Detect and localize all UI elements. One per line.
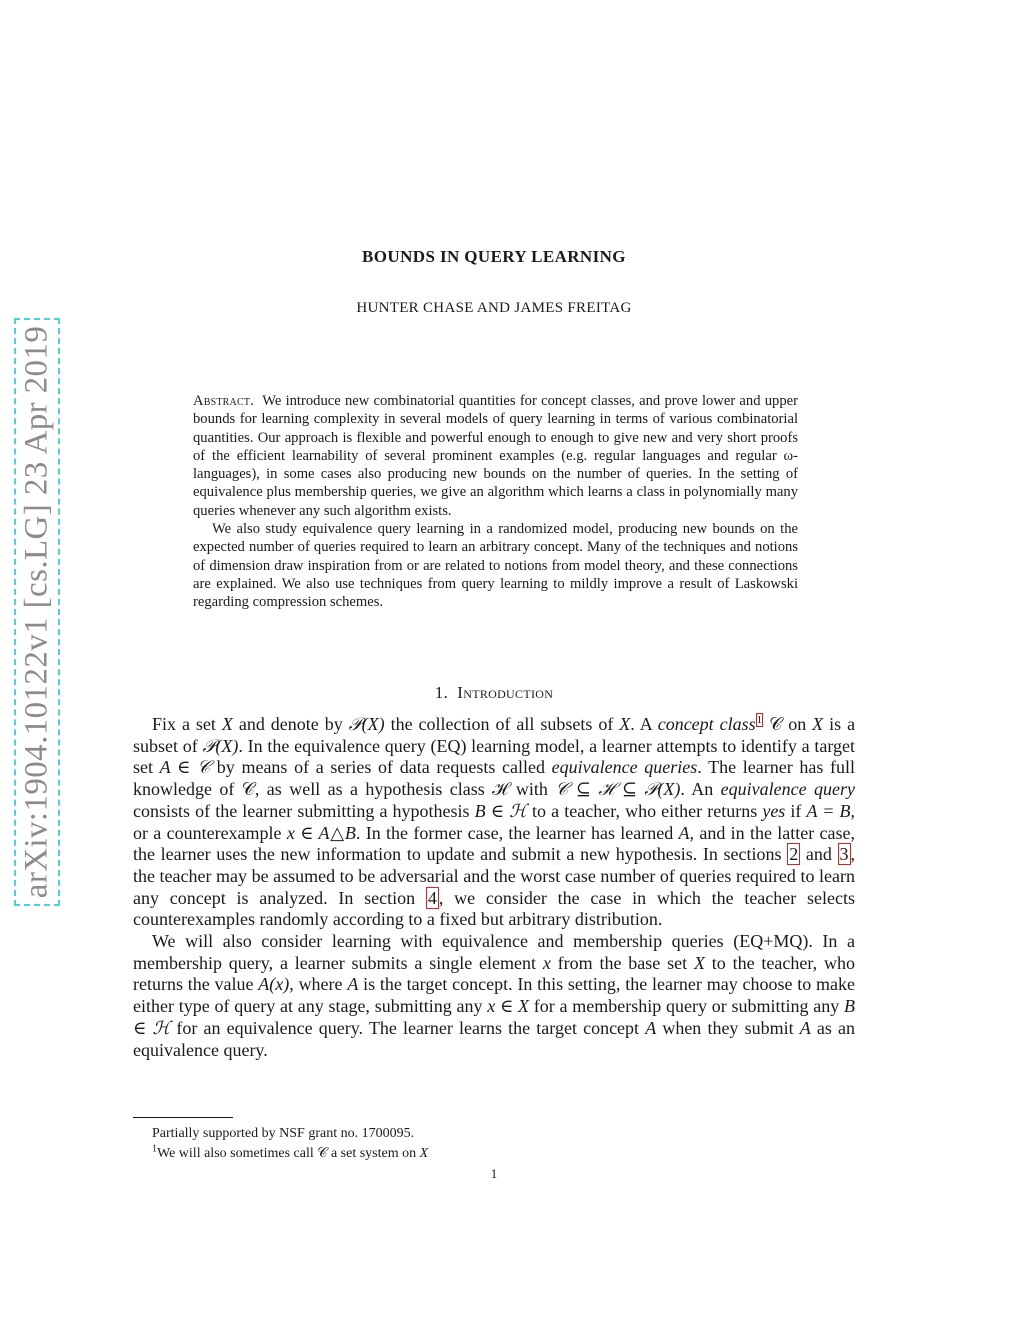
abstract: [193, 392, 798, 612]
concept-class-term: concept class: [657, 714, 756, 734]
abstract-paragraph-1: [193, 392, 798, 520]
paper-title: BOUNDS IN QUERY LEARNING: [362, 247, 626, 266]
section-number: 1.: [434, 683, 449, 702]
section-title: Introduction: [457, 683, 554, 702]
page-number: 1: [490, 1166, 498, 1181]
footnotes: [133, 1124, 833, 1164]
footnote-support: Partially supported by NSF grant no. 1700095.: [152, 1126, 415, 1141]
section-heading: [0, 683, 988, 703]
section-link-3[interactable]: 3: [839, 844, 849, 865]
abstract-paragraph-2: We also study equivalence query learning in a randomized model, producing new bounds on the expected number of queries required to learn an arbitrary concept. Many of the techniques and notions of dimension draw inspiration from or are related to notions from model theory, and these connections are explained. We also use techniques from query learning to mildly improve a result of Laskowski regarding compression schemes.: [193, 521, 798, 611]
abstract-text-1: We introduce new combinatorial quantities for concept classes, and prove lower and upper bounds for learning complexity in several models of query learning in terms of various combinatorial quantities. Our approach is flexible and powerful enough to enough to give new and very short proofs of the efficient learnability of several prominent examples (e.g. regular languages and regular ω-languages), in some cases also producing new bounds on the number of queries. In the setting of equivalence plus membership queries, we give an algorithm which learns a class in polynomially many queries whenever any such algorithm exists.: [193, 393, 798, 519]
arxiv-stamp[interactable]: [14, 318, 60, 906]
footnote-link-1[interactable]: 1: [756, 714, 763, 726]
section-link-2[interactable]: 2: [789, 844, 799, 865]
arxiv-id: arXiv:1904.10122v1 [cs.LG] 23 Apr 2019: [18, 325, 55, 899]
section-link-4[interactable]: 4: [427, 887, 437, 908]
footnote-1-mark: 1: [152, 1143, 157, 1155]
footnote-1: $^1$We will also sometimes call 𝒞 a set system on X: [152, 1143, 429, 1161]
abstract-heading: Abstract.: [193, 393, 254, 409]
footnote-rule: [133, 1117, 233, 1118]
paper-authors: HUNTER CHASE AND JAMES FREITAG: [356, 300, 632, 316]
intro-paragraph-1: Fix a set X and denote by 𝒫(X) the collection of all subsets of X. A concept class$^1$ 𝒞 on X is a subset of 𝒫(X). In the equivalence query (EQ) learning model, a learner attempts to identify a target set A ∈ 𝒞 by means of a series of data requests called equivalence queries. The learner has full knowledge of 𝒞, as well as a hypothesis class ℋ with 𝒞 ⊆ ℋ ⊆ 𝒫(X). An equivalence query consists of the learner submitting a hypothesis B ∈ ℋ to a teacher, who either returns yes if A = B, or a counterexample x ∈ A△B. In the former case, the learner has learned A, and in the latter case, the learner uses the new information to update and submit a new hypothesis. In sections 2 and 3 , the teacher may be assumed to be adversarial and the worst case number of queries required to learn any concept is analyzed. In section 4 , we consider the case in which the teacher selects counterexamples randomly according to a fixed but arbitrary distribution.: [133, 714, 856, 930]
intro-paragraph-2: We will also consider learning with equivalence and membership queries (EQ+MQ). In a membership query, a learner submits a single element x from the base set X to the teacher, who returns the value A(x), where A is the target concept. In this setting, the learner may choose to make either type of query at any stage, submitting any x ∈ X for a membership query or submitting any B ∈ ℋ for an equivalence query. The learner learns the target concept A when they submit A as an equivalence query.: [133, 931, 856, 1060]
body-text: [133, 714, 855, 1061]
